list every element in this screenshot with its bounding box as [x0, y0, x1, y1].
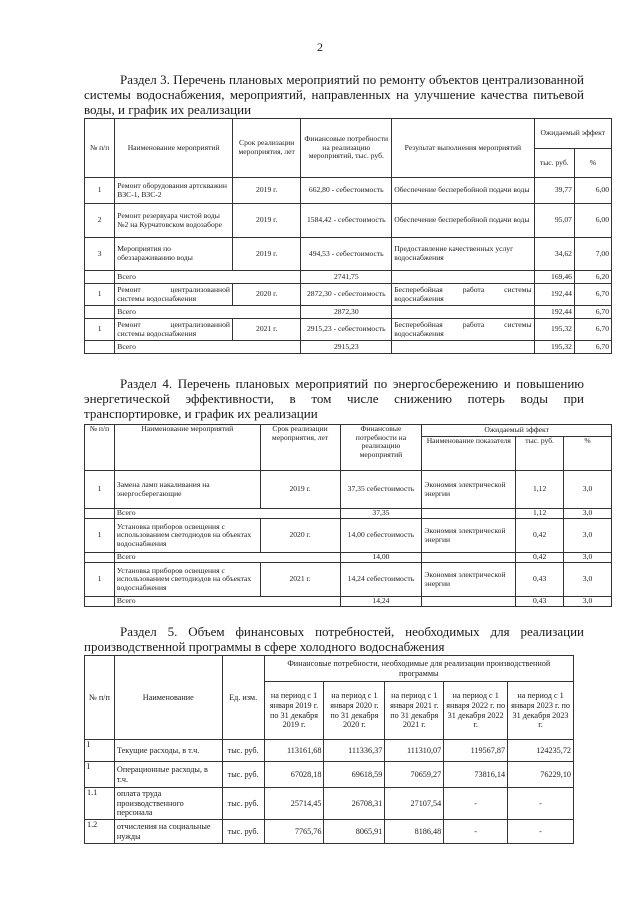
page-number: 2 [317, 40, 323, 54]
table-row: 2 Ремонт резервуара чистой воды №2 на Курчатовском водозаборе 2019 г. 1584,42 - себестоимость Обеспечение бесперебойной подачи воды 95,07 6,00 [85, 204, 612, 238]
col-header-period-2021: на период с 1 января 2021 г. по 31 декабря 2021 г. [385, 682, 444, 740]
table-row: 1 Установка приборов освещения с использованием светодиодов на объектах водоснабжения 2020 г. 14,00 себестоимость Экономия электрической энергии 0,42 3,0 [85, 519, 612, 553]
col-header-effect: Ожидаемый эффект [534, 119, 611, 149]
col-header-pct: % [564, 437, 612, 471]
col-header-group: Финансовые потребности, необходимые для реализации производственной программы [264, 656, 573, 682]
total-row: Всего 2741,75 169,46 6,20 [85, 271, 612, 284]
col-header-term: Срок реализации мероприятия, лет [232, 119, 300, 178]
section-5-table [84, 655, 574, 844]
col-header-period-2023: на период с 1 января 2023 г. по 31 декабря 2023 г. [508, 682, 574, 740]
table-row: 3 Мероприятия по обеззараживанию воды 2019 г. 494,53 - себестоимость Предоставление качественных услуг водоснабжения 34,62 7,00 [85, 238, 612, 271]
col-header-period-2022: на период с 1 января 2022 г. по 31 декабря 2022 г. [444, 682, 508, 740]
total-row: Всего 14,00 0,42 3,0 [85, 553, 612, 563]
table-row: 1 Замена ламп накаливания на энергосберегающие 2019 г. 37,35 себестоимость Экономия электрической энергии 1,12 3,0 [85, 471, 612, 509]
table-row: I Операционные расходы, в т.ч. тыс. руб. 67028,18 69618,59 70659,27 73816,14 76229,10 [85, 762, 574, 788]
section-3-table [84, 118, 612, 354]
section-3-heading: Раздел 3. Перечень плановых мероприятий по ремонту объектов централизованной системы водоснабжения, мероприятий, направленных на улучшение качества питьевой воды, и график их реализации [84, 72, 584, 117]
col-header-finance: Финансовые потребности на реализацию мероприятий [340, 425, 422, 471]
table-row: 1 Установка приборов освещения с использованием светодиодов на объектах водоснабжения 2021 г. 14,24 себестоимость Экономия электрической энергии 0,43 3,0 [85, 563, 612, 597]
table-row: 1.2 отчисления на социальные нужды тыс. руб. 7765,76 8065,91 8186,48 - - [85, 820, 574, 844]
col-header-rub: тыс. руб. [534, 149, 574, 178]
col-header-finance: Финансовые потребности на реализацию мероприятий, тыс. руб. [301, 119, 392, 178]
col-header-num: № п/п [85, 656, 115, 740]
total-row: Всего 2915,23 195,32 6,70 [85, 341, 612, 354]
table-row: 1 Ремонт оборудования артскважин ВЗС-1, ВЗС-2 2019 г. 662,80 - себестоимость Обеспечение бесперебойной подачи воды 39,77 6,00 [85, 178, 612, 204]
section-4-table [84, 424, 612, 607]
col-header-effect: Ожидаемый эффект [422, 425, 612, 437]
col-header-rub: тыс. руб. [516, 437, 564, 471]
table-row: 1 Ремонт централизованной системы водоснабжения 2020 г. 2872,30 - себестоимость Бесперебойная работа системы водоснабжения 192,44 6,70 [85, 284, 612, 306]
col-header-indicator: Наименование показателя [422, 437, 516, 471]
col-header-term: Срок реализации мероприятия, лет [260, 425, 340, 471]
total-row: Всего 37,35 1,12 3,0 [85, 509, 612, 519]
col-header-period-2020: на период с 1 января 2020 г. по 31 декабря 2020 г. [324, 682, 385, 740]
col-header-unit: Ед. изм. [222, 656, 264, 740]
col-header-num: № п/п [85, 119, 115, 178]
col-header-result: Результат выполнения мероприятий [392, 119, 534, 178]
table-row: 1 Ремонт централизованной системы водоснабжения 2021 г. 2915,23 - себестоимость Бесперебойная работа системы водоснабжения 195,32 6,70 [85, 319, 612, 341]
section-4-heading: Раздел 4. Перечень плановых мероприятий по энергосбережению и повышению энергетической эффективности, в том числе снижению потерь воды при транспортировке, и график их реализации [84, 376, 584, 421]
col-header-name: Наименование [114, 656, 222, 740]
col-header-name: Наименование мероприятий [115, 119, 233, 178]
table-row: 1.1 оплата труда производственного персонала тыс. руб. 25714,45 26708,31 27107,54 - - [85, 788, 574, 820]
total-row: Всего 14,24 0,43 3,0 [85, 597, 612, 607]
col-header-name: Наименование мероприятий [114, 425, 260, 471]
total-row: Всего 2872,30 192,44 6,70 [85, 306, 612, 319]
section-5-heading: Раздел 5. Объем финансовых потребностей, необходимых для реализации производственной программы в сфере холодного водоснабжения [84, 624, 584, 654]
col-header-num: № п/п [85, 425, 115, 471]
col-header-pct: % [574, 149, 611, 178]
col-header-period-2019: на период с 1 января 2019 г. по 31 декабря 2019 г. [264, 682, 324, 740]
table-row: I Текущие расходы, в т.ч. тыс. руб. 113161,68 111336,37 111310,07 119567,87 124235,72 [85, 740, 574, 762]
